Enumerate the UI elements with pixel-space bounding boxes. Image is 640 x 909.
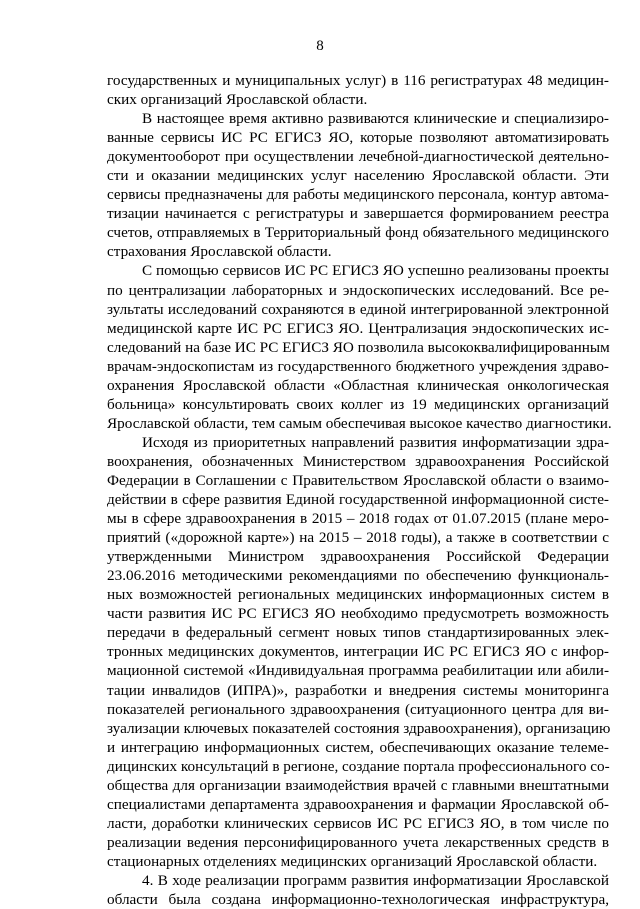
paragraph [107,871,609,909]
text-line: страхования Ярославской области. [107,243,332,261]
text-line: ласти, доработки клинических сервисов ИС РС ЕГИСЗ ЯО, в том числе по [107,814,609,832]
text-line: ских организаций Ярославской области. [107,91,368,109]
text-line: мационной системой «Индивидуальная программа реабилитации или абили- [107,662,609,680]
text-line: С помощью сервисов ИС РС ЕГИСЗ ЯО успешно реализованы проекты [142,262,609,280]
text-line: передачи в федеральный сегмент новых типов стандартизированных элек- [107,624,609,642]
text-line: действии в сфере развития Единой государственной информационной систе- [107,491,609,509]
text-line: 23.06.2016 методическими рекомендациями по обеспечению функциональ- [107,567,609,585]
text-line: тронных медицинских документов, интеграции ИС РС ЕГИСЗ ЯО с инфор- [107,643,609,661]
text-line: тации инвалидов (ИПРА)», разработки и внедрения системы мониторинга [107,681,609,699]
paragraph [107,109,609,261]
text-line: реализации ведения персонифицированного учета лекарственных средств в [107,833,609,851]
text-line: и интеграцию информационных систем, обеспечивающих оказание телеме- [107,738,609,756]
text-line: зультаты исследований сохраняются в единой интегрированной электронной [107,300,609,318]
text-line: общества для организации взаимодействия врачей с главными внештатными [107,776,609,794]
text-line: Федерации в Соглашении с Правительством Ярославской области о взаимо- [107,471,609,489]
text-line: зуализации ключевых показателей состояния здравоохранения), организацию [107,719,611,737]
text-line: ных возможностей региональных медицинских информационных систем в [107,586,609,604]
text-line: показателей регионального здравоохранения (ситуационного центра для ви- [107,700,609,718]
text-line: государственных и муниципальных услуг) в 116 регистратурах 48 медицин- [107,72,609,89]
text-line: 4. В ходе реализации программ развития информатизации Ярославской [142,871,609,889]
text-line: тизации начинается с регистратуры и завершается формированием реестра [107,205,609,223]
text-line: охранения Ярославской области «Областная клиническая онкологическая [107,376,609,394]
text-line: утвержденными Министром здравоохранения Российской Федерации [107,548,609,566]
paragraph [107,433,609,871]
text-line: сти и оказании медицинских услуг населению Ярославской области. Эти [107,167,609,185]
document-body [107,71,612,909]
text-line: воохранения, обозначенных Министерством здравоохранения Российской [107,452,609,470]
page-number: 8 [316,38,324,54]
text-line: мы в сфере здравоохранения в 2015 – 2018 годах от 01.07.2015 (плане меро- [107,510,609,528]
text-line: по централизации лабораторных и эндоскопических исследований. Все ре- [107,281,609,299]
text-line: медицинской карте ИС РС ЕГИСЗ ЯО. Централизация эндоскопических ис- [107,319,609,337]
text-line: Исходя из приоритетных направлений развития информатизации здра- [142,433,609,451]
text-line: приятий («дорожной карте») на 2015 – 2018 годы), а также в соответствии с [107,529,609,547]
text-line: Ярославской области, тем самым обеспечивая высокое качество диагностики. [107,414,612,432]
text-line: специалистами департамента здравоохранения и фармации Ярославской об- [107,795,609,813]
text-line: стационарных отделениях медицинских организаций Ярославской области. [107,852,598,870]
text-line: дицинских консультаций в регионе, создание портала профессионального со- [107,757,610,775]
text-line: документооборот при осуществлении лечебной-диагностической деятельно- [107,148,609,166]
paragraph [107,261,612,432]
text-line: сервисы предназначены для работы медицинского персонала, контур автома- [107,186,609,204]
text-line: счетов, отправляемых в Территориальный фонд обязательного медицинского [107,224,609,242]
text-line: врачам-эндоскопистам из государственного бюджетного учреждения здраво- [107,357,609,375]
text-line: области была создана информационно-технологическая инфраструктура, [107,891,609,909]
text-line: ванные сервисы ИС РС ЕГИСЗ ЯО, которые позволяют автоматизировать [107,129,609,147]
text-line: В настоящее время активно развиваются клинические и специализиро- [142,110,609,128]
text-line: больница» консультировать своих коллег из 19 медицинских организаций [107,395,609,413]
paragraph [107,71,609,109]
text-line: следований на базе ИС РС ЕГИСЗ ЯО позволила высококвалифицированным [107,338,610,356]
text-line: части развития ИС РС ЕГИСЗ ЯО необходимо предусмотреть возможность [107,605,609,623]
